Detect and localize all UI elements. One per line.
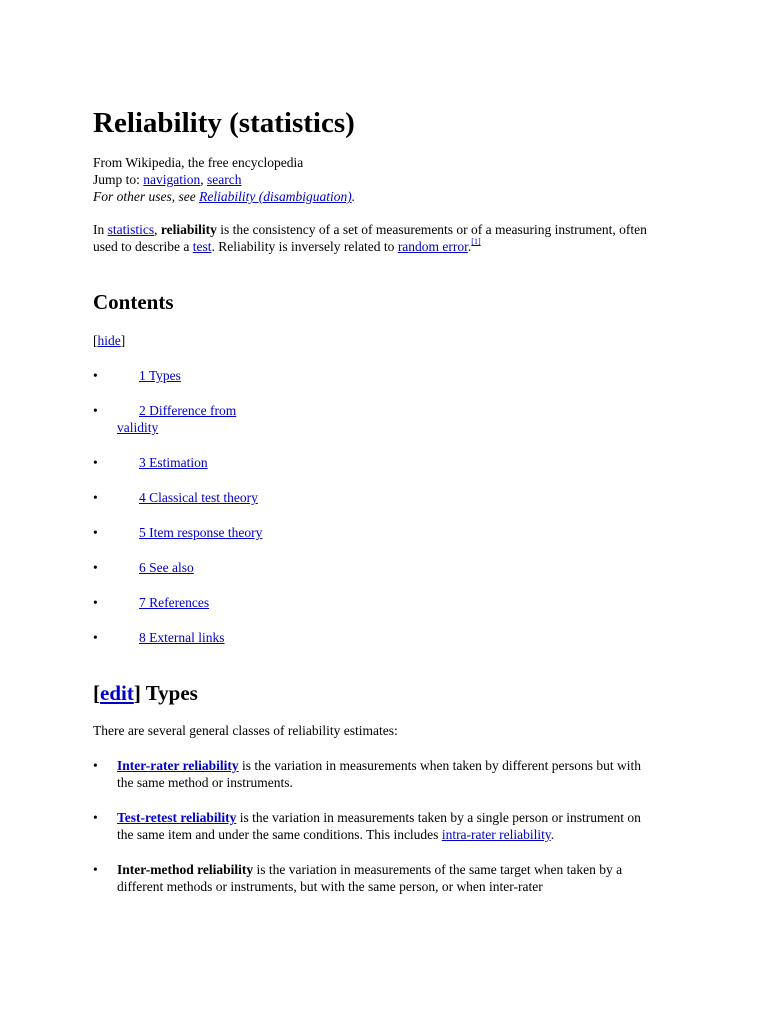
intro-text: . (467, 239, 472, 254)
bullet-icon: • (93, 403, 98, 418)
bracket: ] (133, 681, 146, 705)
toc-hide-link[interactable]: hide (97, 333, 121, 348)
table-of-contents (93, 367, 293, 664)
bullet-icon: • (93, 862, 98, 877)
list-item-body (117, 758, 641, 790)
toc-link-references[interactable]: 7 References (139, 595, 210, 610)
types-intro: There are several general classes of reliability estimates: (93, 723, 398, 738)
toc-link-external-links[interactable]: 8 External links (139, 630, 225, 645)
toc-link-item-response-theory[interactable]: 5 Item response theory (139, 525, 263, 540)
jump-separator: , (200, 172, 208, 187)
jump-prefix: Jump to: (93, 172, 144, 187)
intro-text: . Reliability is inversely related to (211, 239, 398, 254)
toc-item (93, 559, 293, 576)
intro-text: , (154, 222, 161, 237)
toc-link-estimation[interactable]: 3 Estimation (139, 455, 208, 470)
bullet-icon: • (93, 368, 98, 383)
hatnote (93, 188, 355, 205)
intro-paragraph (93, 221, 653, 255)
test-retest-reliability-link[interactable]: Test-retest reliability (117, 810, 237, 825)
hatnote-suffix: . (351, 189, 356, 204)
inter-rater-reliability-link[interactable]: Inter-rater reliability (117, 758, 239, 773)
toc-link-see-also[interactable]: 6 See also (139, 560, 194, 575)
bullet-icon: • (93, 630, 98, 645)
reliability-term: reliability (160, 222, 217, 237)
jump-search-link[interactable]: search (207, 172, 242, 187)
intro-text: In (93, 222, 108, 237)
random-error-link[interactable]: random error (397, 239, 468, 254)
list-item-text: is the variation in measurements taken by a single person or instrument on the same item and under the same conditions. This includes (117, 810, 641, 842)
toc-toggle (93, 332, 125, 349)
jump-navigation-link[interactable]: navigation (143, 172, 201, 187)
bullet-icon: • (93, 595, 98, 610)
bullet-icon: • (93, 525, 98, 540)
bullet-icon: • (93, 490, 98, 505)
list-item-text: is the variation in measurements when taken by different persons but with the same method or instruments. (117, 758, 641, 790)
bracket: ] (120, 333, 126, 348)
bracket: [ (93, 681, 100, 705)
toc-item (93, 489, 293, 506)
inter-method-reliability-term: Inter-method reliability (117, 862, 254, 877)
jump-line (93, 171, 355, 188)
source-line: From Wikipedia, the free encyclopedia (93, 155, 304, 170)
list-item-text: is the variation in measurements of the same target when taken by a different methods or instruments, but with the same person, or when inter-rater (117, 862, 623, 894)
reference-1-link[interactable]: [1] (471, 237, 481, 246)
toc-item (93, 524, 293, 541)
list-item (93, 861, 653, 895)
toc-item (93, 629, 293, 646)
types-list (93, 757, 653, 913)
list-item-body (117, 862, 622, 894)
toc-link-types[interactable]: 1 Types (139, 368, 181, 383)
test-link[interactable]: test (192, 239, 212, 254)
list-item-body (117, 810, 641, 842)
article-meta (93, 154, 355, 205)
bullet-icon: • (93, 455, 98, 470)
hatnote-prefix: For other uses, see (93, 189, 200, 204)
bracket: [ (93, 333, 98, 348)
toc-link-classical-test-theory[interactable]: 4 Classical test theory (139, 490, 258, 505)
section-title: Types (145, 681, 198, 705)
contents-heading: Contents (93, 290, 174, 314)
list-item-text: . (550, 827, 555, 842)
toc-link-difference-from-validity[interactable]: 2 Difference from validity (117, 403, 237, 435)
intro-text: is the consistency of a set of measurements or of a measuring instrument, often used to describe a (93, 222, 647, 254)
list-item (93, 809, 653, 843)
toc-item (93, 367, 293, 384)
disambiguation-link[interactable]: Reliability (disambiguation) (199, 189, 352, 204)
page-title: Reliability (statistics) (93, 107, 355, 139)
toc-item (93, 594, 293, 611)
bullet-icon: • (93, 758, 98, 773)
bullet-icon: • (93, 560, 98, 575)
bullet-icon: • (93, 810, 98, 825)
intra-rater-reliability-link[interactable]: intra-rater reliability (441, 827, 551, 842)
list-item (93, 757, 653, 791)
statistics-link[interactable]: statistics (107, 222, 155, 237)
types-heading (93, 680, 198, 706)
toc-item (93, 402, 257, 436)
edit-section-link[interactable]: edit (100, 681, 134, 705)
toc-item (93, 454, 293, 471)
